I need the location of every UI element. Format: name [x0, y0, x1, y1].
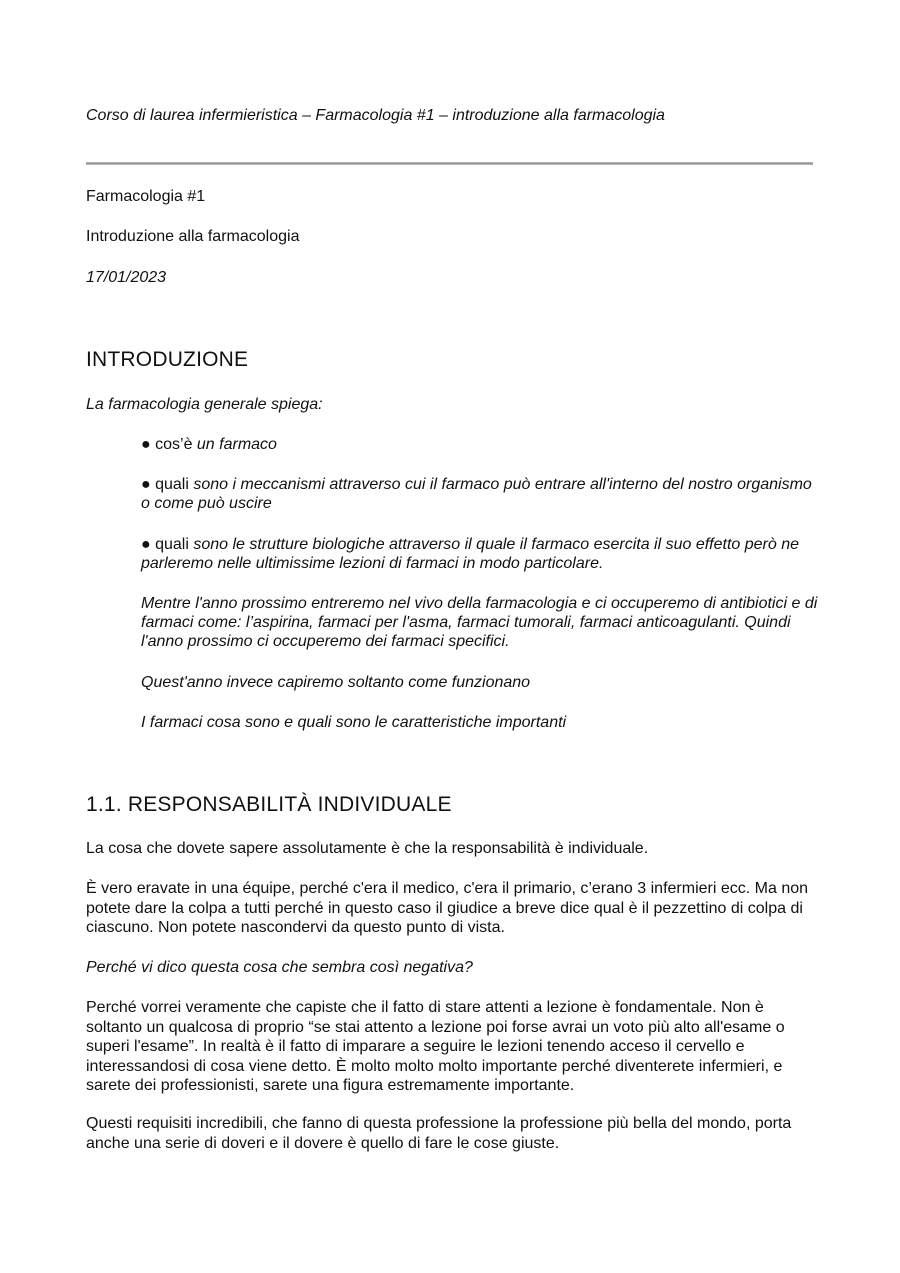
- lesson-title: Introduzione alla farmacologia: [86, 228, 300, 245]
- header-divider: [86, 162, 813, 165]
- bullet-text-plain: ● quali: [141, 536, 194, 553]
- bullet-text-plain: ● cos’è: [141, 436, 197, 453]
- intro-bullet-3: [141, 535, 821, 573]
- bullet-text-italic: sono le strutture biologiche attraverso il quale il farmaco esercita il suo effetto però ne parleremo nelle ultimissime lezioni di farmaci in modo particolare.: [141, 536, 800, 572]
- intro-heading: INTRODUZIONE: [86, 348, 249, 371]
- intro-bullet-2: [141, 475, 821, 513]
- bullet-text-italic: un farmaco: [196, 436, 277, 453]
- section-paragraph-5: Questi requisiti incredibili, che fanno di questa professione la professione più bella del mondo, porta anche una serie di doveri e il dovere è quello di fare le cose giuste.: [86, 1115, 792, 1152]
- intro-bullet-1: [141, 435, 821, 454]
- intro-paragraph-2: Quest'anno invece capiremo soltanto come funzionano: [141, 674, 531, 691]
- section-paragraph-2: È vero eravate in una équipe, perché c'era il medico, c'era il primario, c’erano 3 infermieri ecc. Ma non potete dare la colpa a tutti perché in questo caso il giudice a breve dice qual è il pezzettino di colpa di ciascuno. Non potete nascondervi da questo punto di vista.: [86, 880, 809, 936]
- section-paragraph-1: La cosa che dovete sapere assolutamente è che la responsabilità è individuale.: [86, 840, 649, 857]
- lesson-date: 17/01/2023: [86, 269, 167, 286]
- section-paragraph-4: Perché vorrei veramente che capiste che il fatto di stare attenti a lezione è fondamentale. Non è soltanto un qualcosa di proprio “se stai attento a lezione poi forse avrai un voto più alto all'esame o superi l'esame”. In realtà è il fatto di imparare a seguire le lezioni tenendo acceso il cervello e interessandosi di cosa viene detto. È molto molto molto importante perché diventerete infermieri, e sarete dei professionisti, sarete una figura estremamente importante.: [86, 999, 785, 1094]
- bullet-text-italic: sono i meccanismi attraverso cui il farmaco può entrare all'interno del nostro organismo o come può uscire: [141, 476, 812, 512]
- bullet-text-plain: ● quali: [141, 476, 194, 493]
- course-label: Farmacologia #1: [86, 188, 206, 205]
- intro-lead: La farmacologia generale spiega:: [86, 396, 323, 413]
- intro-paragraph-3: I farmaci cosa sono e quali sono le caratteristiche importanti: [141, 714, 567, 731]
- running-header: Corso di laurea infermieristica – Farmacologia #1 – introduzione alla farmacologia: [86, 107, 665, 124]
- intro-paragraph-1: Mentre l'anno prossimo entreremo nel vivo della farmacologia e ci occuperemo di antibiotici e di farmaci come: l’aspirina, farmaci per l'asma, farmaci tumorali, farmaci anticoagulanti. Quindi l'anno prossimo ci occuperemo dei farmaci specifici.: [141, 595, 818, 650]
- section-heading-1-1: 1.1. RESPONSABILITÀ INDIVIDUALE: [86, 793, 452, 816]
- section-paragraph-3: Perché vi dico questa cosa che sembra così negativa?: [86, 959, 473, 976]
